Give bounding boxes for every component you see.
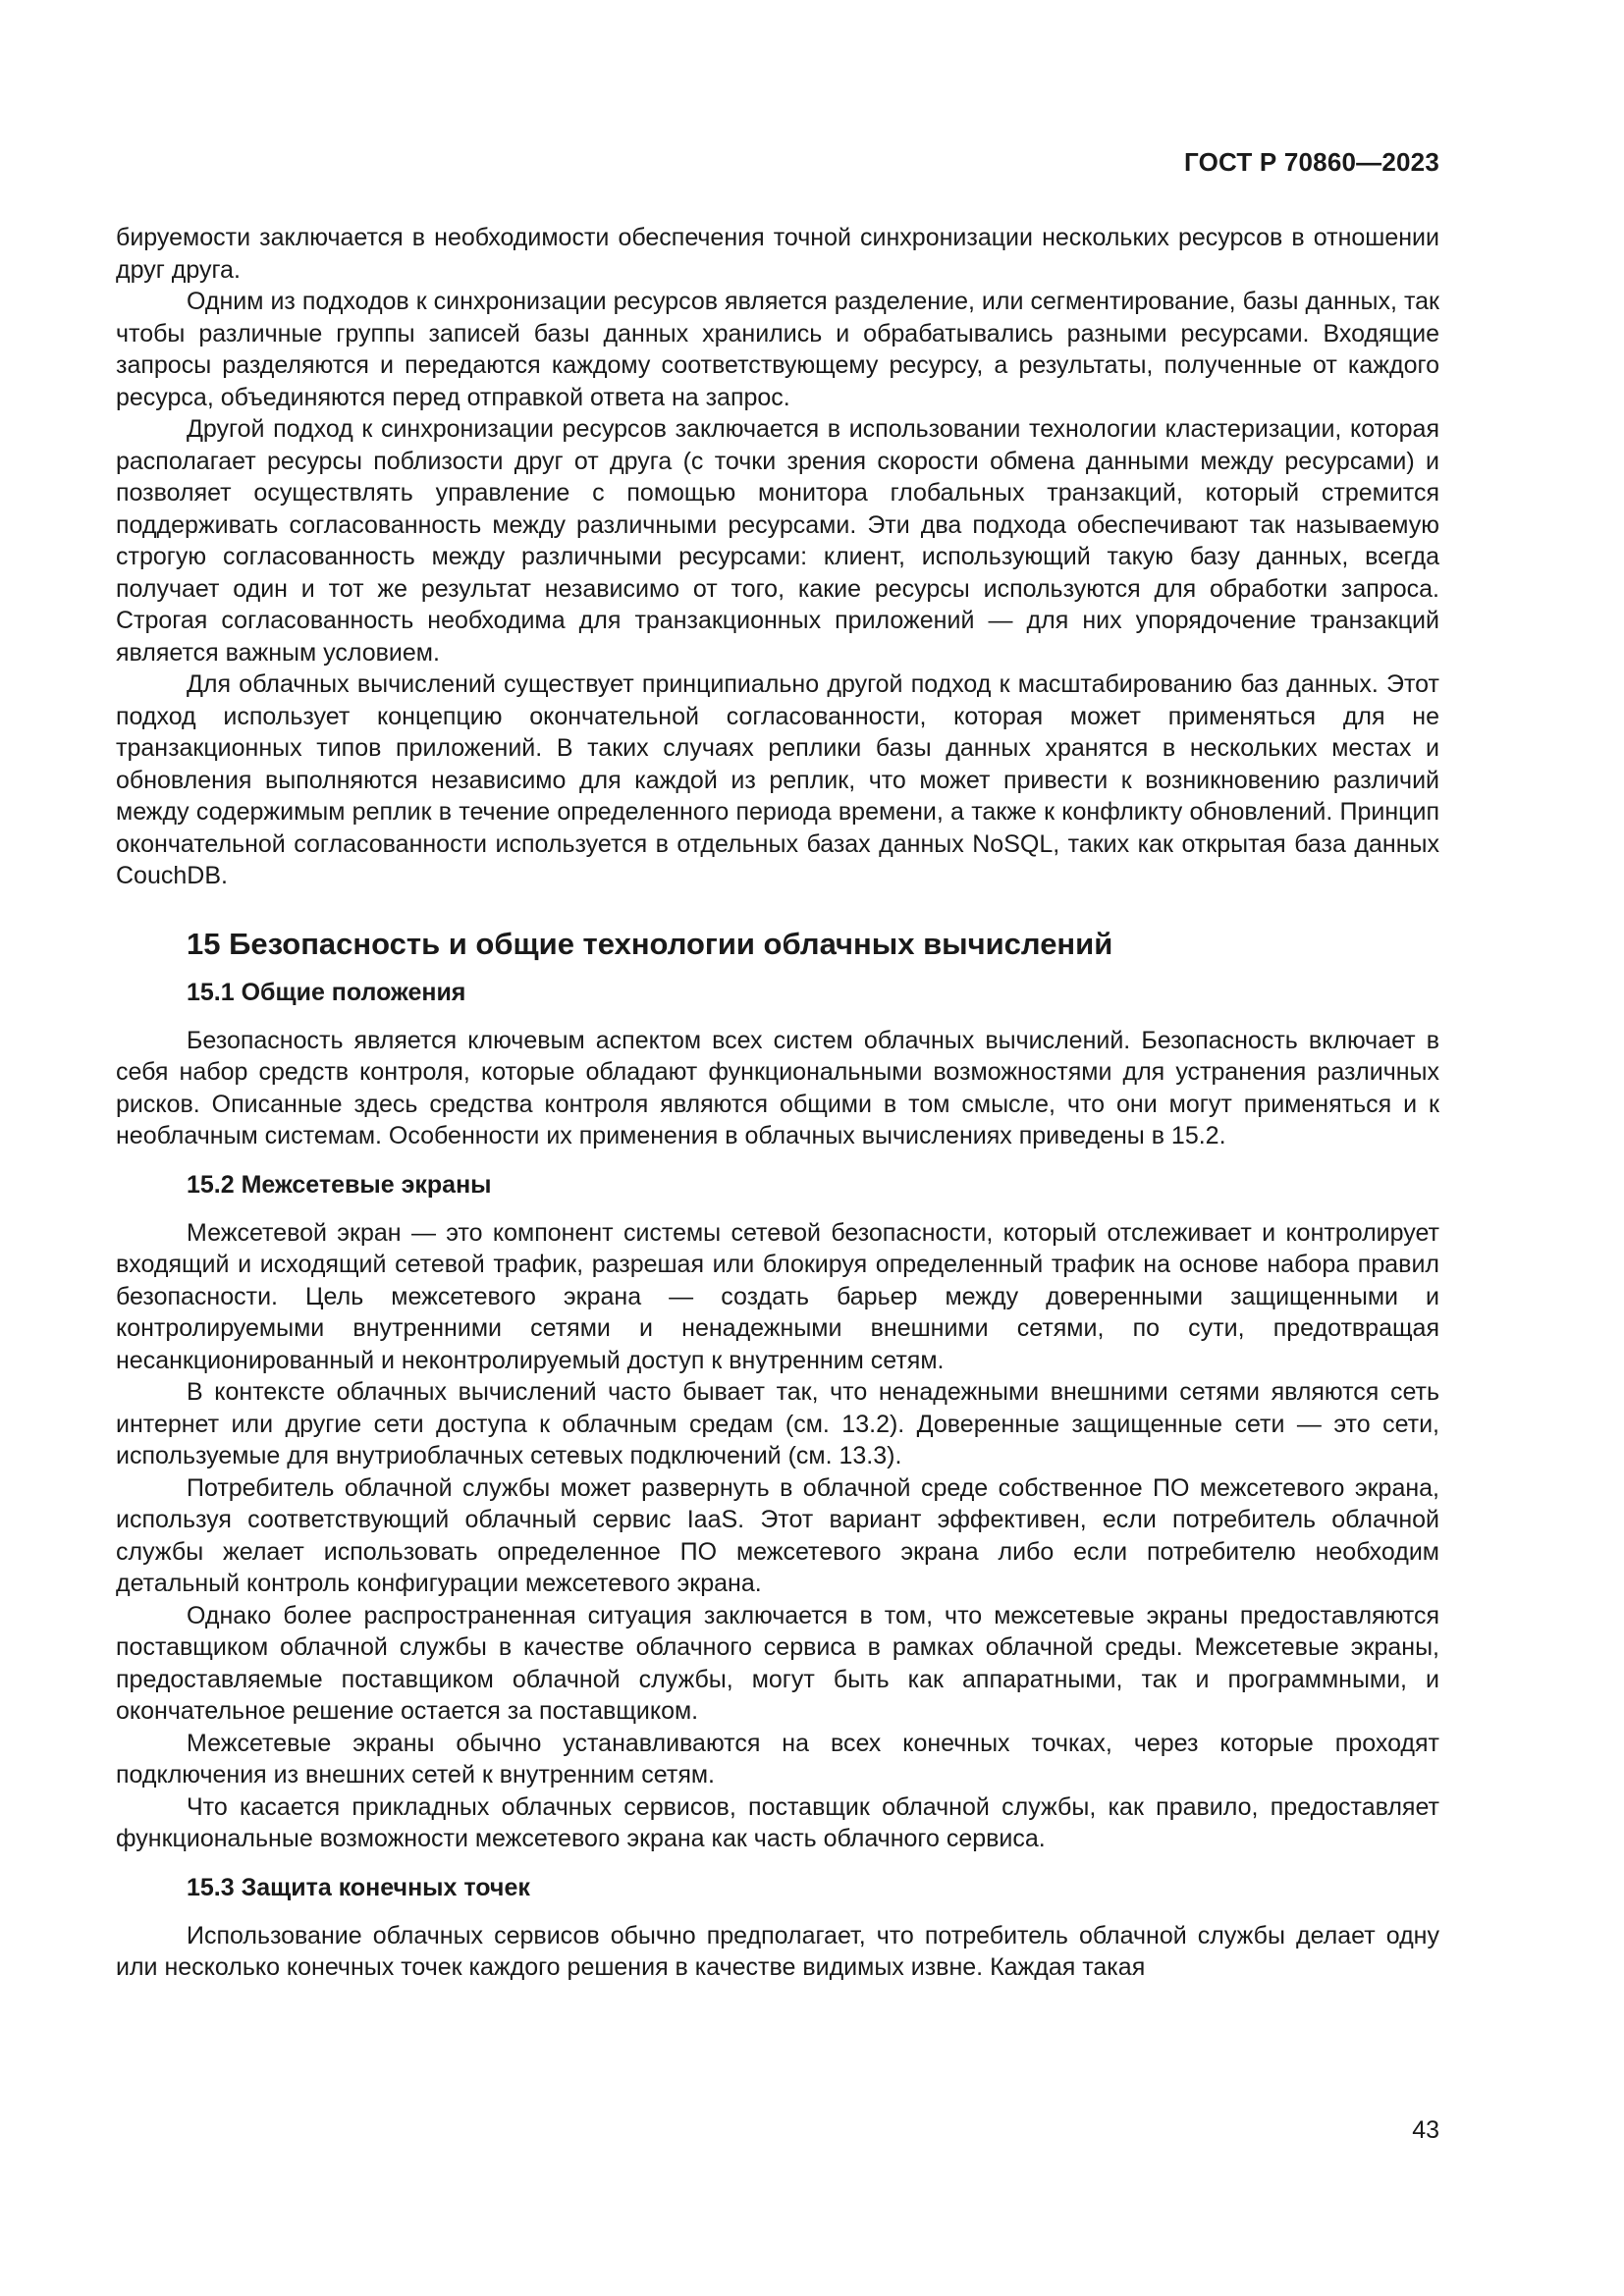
paragraph-clustering: Другой подход к синхронизации ресурсов заключается в использовании технологии кластеризации, которая располагает ресурсы поблизости друг от друга (с точки зрения скорости обмена данными между ресурсами) и позволяет осуществлять управление с помощью монитора глобальных транзакций, который стремится поддерживать согласованность между различными ресурсами. Эти два подхода обеспечивают так называемую строгую согласованность между различными ресурсами: клиент, использующий такую базу данных, всегда получает один и тот же результат независимо от того, какие ресурсы используются для обработки запроса. Строгая согласованность необходима для транзакционных приложений — для них упорядочение транзакций является важным условием.	[116, 415, 1439, 667]
subsection-15-3-title: 15.3 Защита конечных точек	[187, 1873, 530, 1901]
paragraph-15-2-4: Однако более распространенная ситуация заключается в том, что межсетевые экраны предоставляются поставщиком облачной службы в качестве облачного сервиса в рамках облачной среды. Межсетевые экраны, предоставляемые поставщиком облачной службы, могут быть как аппаратными, так и программными, и окончательное решение остается за поставщиком.	[116, 1601, 1439, 1725]
paragraph-15-2-1: Межсетевой экран — это компонент системы сетевой безопасности, который отслеживает и контролирует входящий и исходящий сетевой трафик, разрешая или блокируя определенный трафик на основе набора правил безопасности. Цель межсетевого экрана — создать барьер между доверенными защищенными и контролируемыми внутренними сетями и ненадежными внешними сетями, по сути, предотвращая несанкционированный и неконтролируемый доступ к внутренним сетям.	[116, 1218, 1439, 1374]
paragraph-15-2-6: Что касается прикладных облачных сервисов, поставщик облачной службы, как правило, предоставляет функциональные возможности межсетевого экрана как часть облачного сервиса.	[116, 1792, 1439, 1852]
subsection-15-1-title: 15.1 Общие положения	[187, 978, 466, 1006]
page-number: 43	[1412, 2116, 1439, 2144]
paragraph-15-2-3: Потребитель облачной службы может развернуть в облачной среде собственное ПО межсетевого экрана, используя соответствующий облачный сервис IaaS. Этот вариант эффективен, если потребитель облачной службы желает использовать определенное ПО межсетевого экрана либо если потребителю необходим детальный контроль конфигурации межсетевого экрана.	[116, 1473, 1439, 1597]
paragraph-15-3-1: Использование облачных сервисов обычно предполагает, что потребитель облачной службы делает одну или несколько конечных точек каждого решения в качестве видимых извне. Каждая такая	[116, 1921, 1439, 1981]
section-15-title: 15 Безопасность и общие технологии облачных вычислений	[187, 926, 1113, 961]
paragraph-continuation: бируемости заключается в необходимости обеспечения точной синхронизации нескольких ресурсов в отношении друг друга.	[116, 224, 1439, 284]
document-body	[116, 222, 1439, 1984]
subsection-15-2-title: 15.2 Межсетевые экраны	[187, 1170, 492, 1199]
paragraph-15-2-2: В контексте облачных вычислений часто бывает так, что ненадежными внешними сетями являются сеть интернет или другие сети доступа к облачным средам (см. 13.2). Доверенные защищенные сети — это сети, используемые для внутриоблачных сетевых подключений (см. 13.3).	[116, 1378, 1439, 1469]
standard-code-header: ГОСТ Р 70860—2023	[1184, 147, 1439, 177]
paragraph-15-2-5: Межсетевые экраны обычно устанавливаются на всех конечных точках, через которые проходят подключения из внешних сетей к внутренним сетям.	[116, 1729, 1439, 1789]
paragraph-segmentation: Одним из подходов к синхронизации ресурсов является разделение, или сегментирование, базы данных, так чтобы различные группы записей базы данных хранились и обрабатывались разными ресурсами. Входящие запросы разделяются и передаются каждому соответствующему ресурсу, а результаты, полученные от каждого ресурса, объединяются перед отправкой ответа на запрос.	[116, 288, 1439, 411]
paragraph-eventual-consistency: Для облачных вычислений существует принципиально другой подход к масштабированию баз данных. Этот подход использует концепцию окончательной согласованности, которая может применяться для не транзакционных типов приложений. В таких случаях реплики базы данных хранятся в нескольких местах и обновления выполняются независимо для каждой из реплик, что может привести к возникновению различий между содержимым реплик в течение определенного периода времени, а также к конфликту обновлений. Принцип окончательной согласованности используется в отдельных базах данных NoSQL, таких как открытая база данных CouchDB.	[116, 670, 1439, 889]
paragraph-15-1-1: Безопасность является ключевым аспектом всех систем облачных вычислений. Безопасность включает в себя набор средств контроля, которые обладают функциональными возможностями для устранения различных рисков. Описанные здесь средства контроля являются общими в том смысле, что они могут применяться и к необлачным системам. Особенности их применения в облачных вычислениях приведены в 15.2.	[116, 1026, 1439, 1149]
